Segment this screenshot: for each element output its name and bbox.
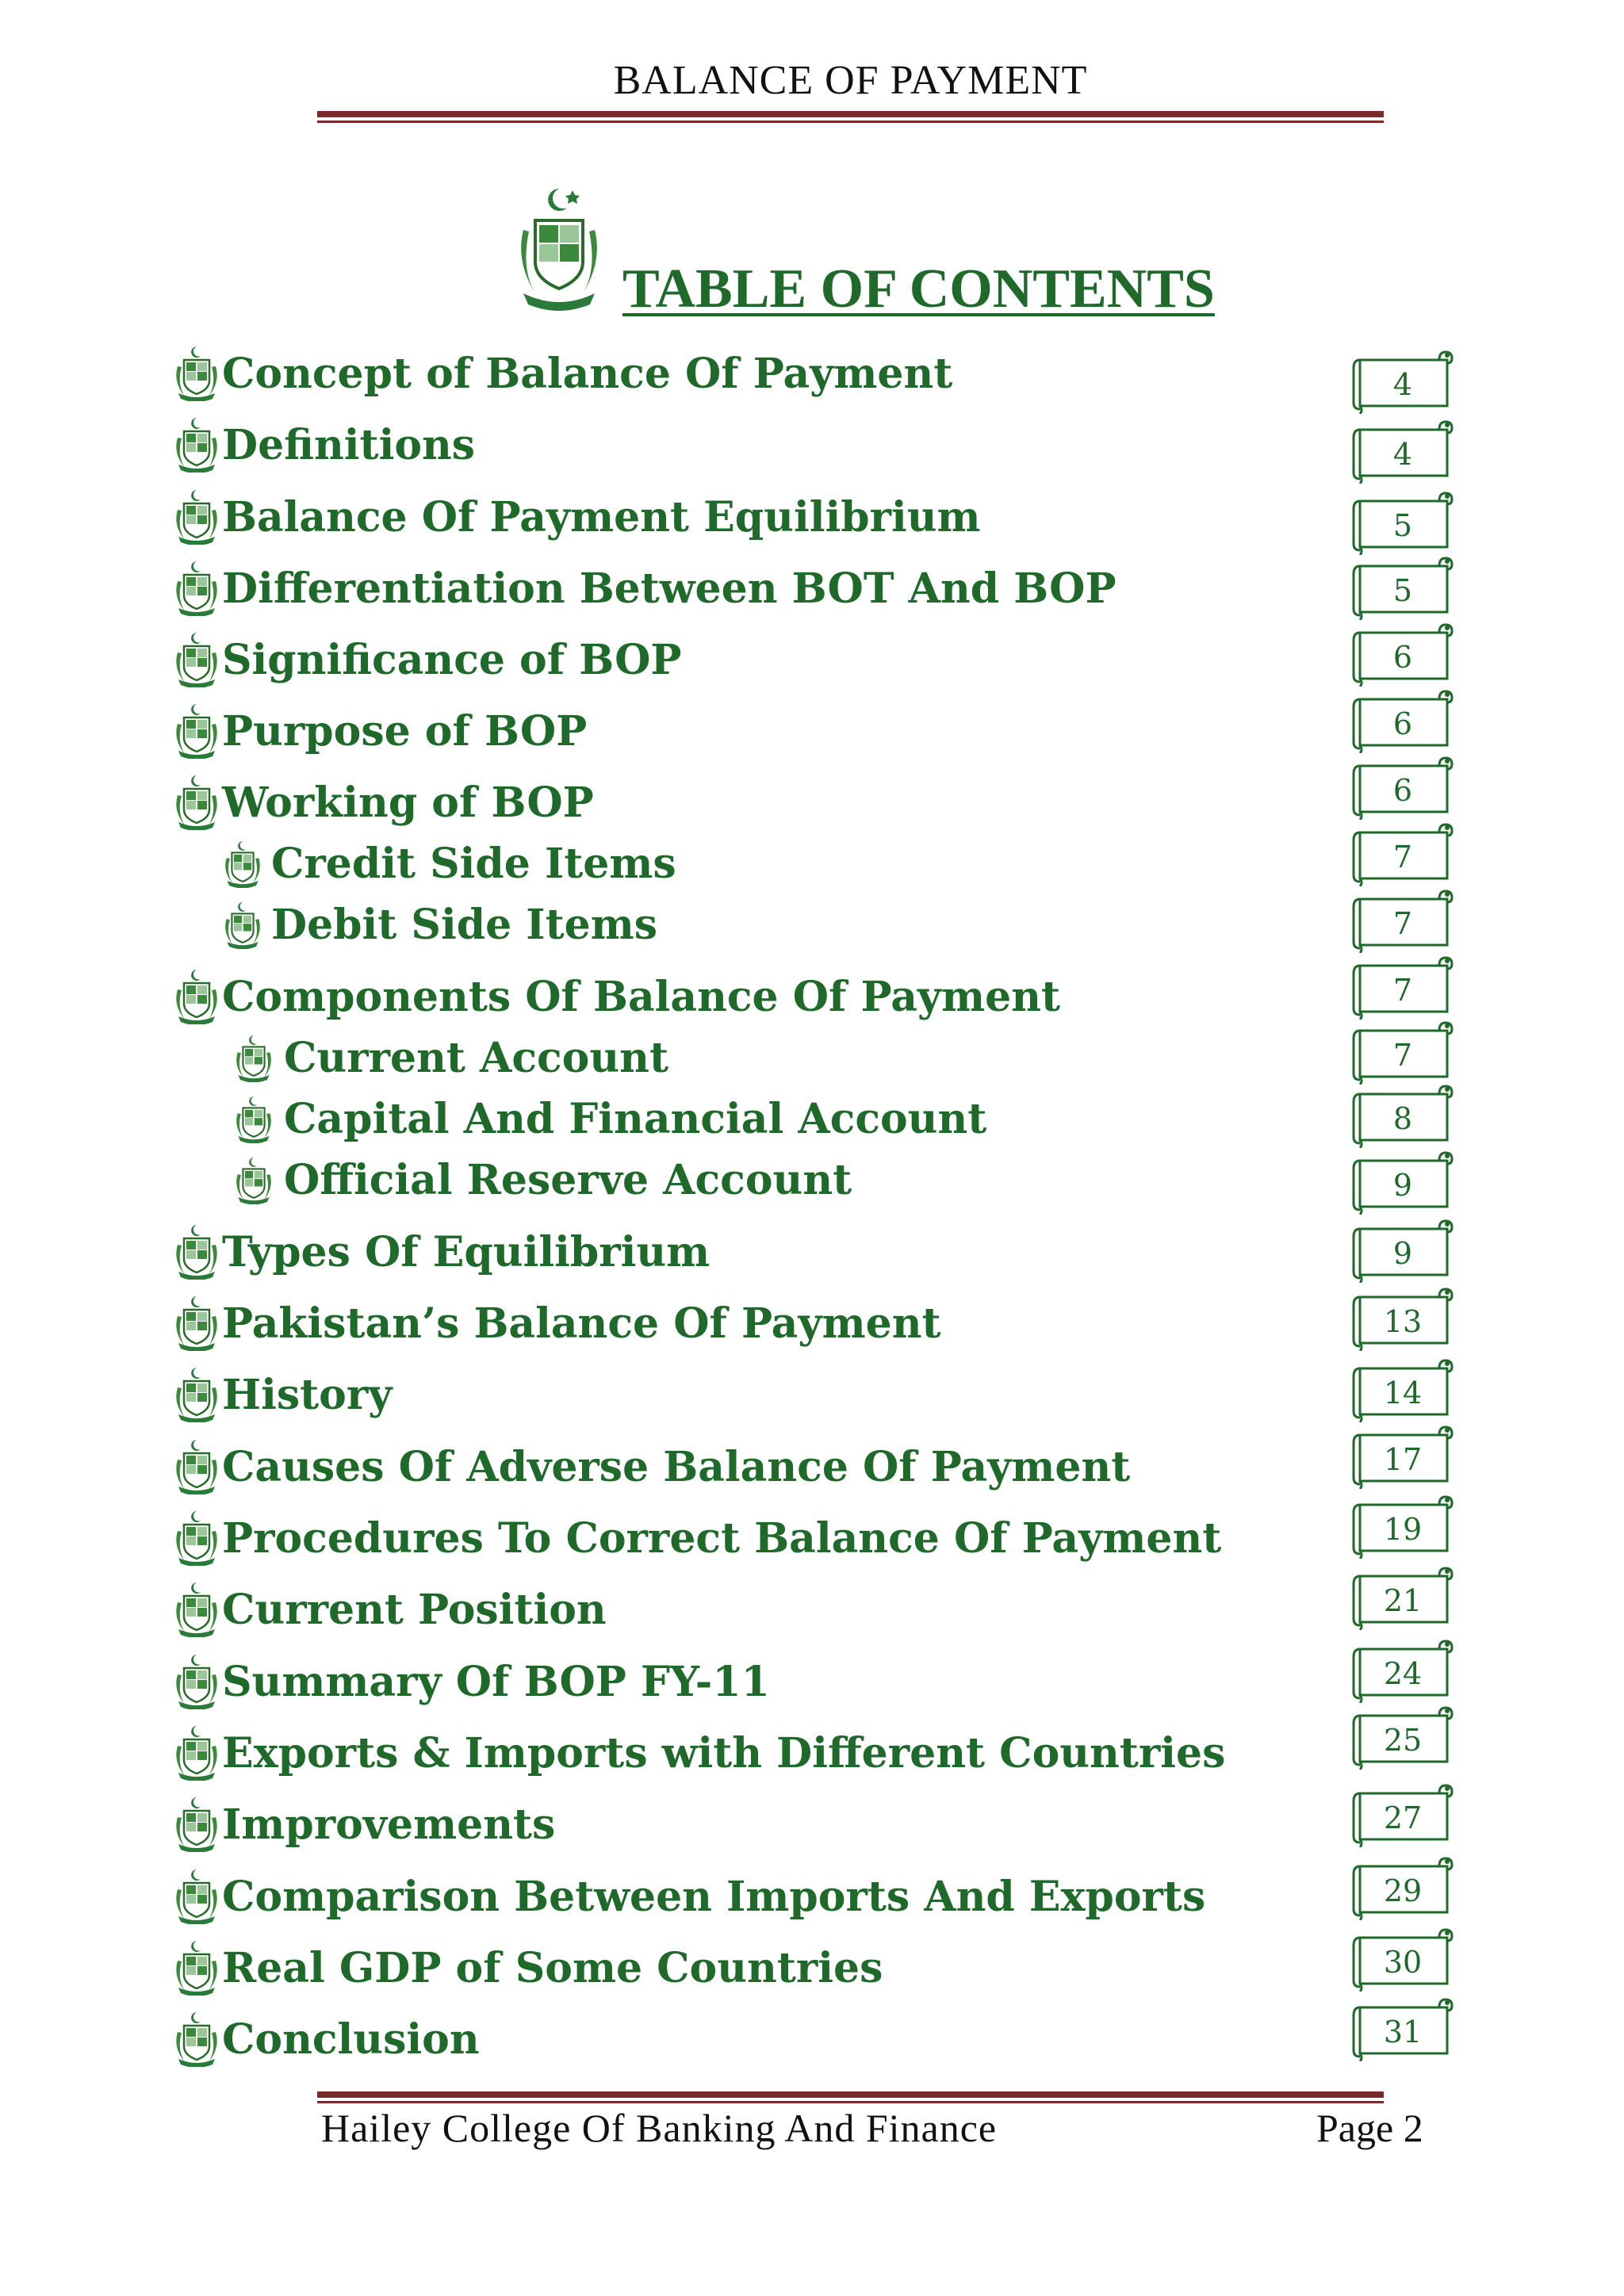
toc-entry-page: 7 <box>1392 906 1413 941</box>
emblem-bullet-icon <box>232 1094 276 1143</box>
toc-entry-page: 17 <box>1383 1442 1423 1477</box>
toc-entry-page: 8 <box>1392 1101 1413 1136</box>
toc-entry-label: Official Reserve Account <box>284 1156 852 1204</box>
emblem-bullet-icon <box>170 630 223 687</box>
toc-entry-label: Pakistan’s Balance Of Payment <box>222 1299 941 1348</box>
toc-entry-label: Improvements <box>222 1800 556 1849</box>
toc-entry-page: 31 <box>1383 2015 1423 2049</box>
page-number-scroll <box>1350 1424 1455 1489</box>
emblem-bullet-icon <box>170 773 223 830</box>
toc-entry-label: Significance of BOP <box>222 636 682 684</box>
page-number-scroll <box>1350 688 1455 753</box>
toc-entry-label: Capital And Financial Account <box>284 1095 987 1143</box>
emblem-bullet-icon <box>170 702 223 759</box>
page-number-scroll <box>1350 888 1455 953</box>
emblem-bullet-icon <box>220 839 265 888</box>
toc-entry-label: Real GDP of Some Countries <box>222 1944 883 1992</box>
page-number-scroll <box>1350 1782 1455 1847</box>
toc-entry-page: 19 <box>1383 1512 1423 1547</box>
emblem-bullet-icon <box>170 1223 223 1280</box>
emblem-bullet-icon <box>170 2010 223 2067</box>
toc-entry-label: Working of BOP <box>222 779 594 827</box>
toc-entry-page: 7 <box>1392 840 1413 874</box>
toc-entry-label: Current Position <box>222 1586 607 1634</box>
emblem-bullet-icon <box>170 1652 223 1709</box>
emblem-bullet-icon <box>170 488 223 545</box>
page-number-scroll <box>1350 1357 1455 1422</box>
toc-entry-label: Definitions <box>222 421 476 469</box>
toc-entry-page: 5 <box>1392 573 1413 608</box>
emblem-bullet-icon <box>170 1938 223 1996</box>
toc-entry-page: 30 <box>1383 1945 1423 1980</box>
page-number-scroll <box>1350 1927 1455 1992</box>
page-number-scroll <box>1350 1996 1455 2061</box>
toc-entry-page: 9 <box>1392 1168 1413 1203</box>
state-emblem-icon <box>508 182 611 313</box>
toc-heading: TABLE OF CONTENTS <box>622 258 1215 320</box>
toc-entry-page: 6 <box>1392 773 1413 808</box>
emblem-bullet-icon <box>170 1580 223 1637</box>
page-number-scroll <box>1350 955 1455 1020</box>
page-number-scroll <box>1350 490 1455 555</box>
emblem-bullet-icon <box>170 967 223 1024</box>
toc-entry-label: Purpose of BOP <box>222 707 588 756</box>
toc-entry-label: Current Account <box>284 1034 668 1082</box>
emblem-bullet-icon <box>170 1509 223 1566</box>
toc-entry-label: Exports & Imports with Different Countries <box>222 1729 1226 1777</box>
toc-entry-label: Summary Of BOP FY-11 <box>222 1658 770 1706</box>
toc-entry-label: Comparison Between Imports And Exports <box>222 1873 1206 1921</box>
emblem-bullet-icon <box>170 1867 223 1924</box>
toc-entry-label: Procedures To Correct Balance Of Payment <box>222 1514 1222 1563</box>
page-number-scroll <box>1350 755 1455 820</box>
toc-entry-page: 4 <box>1392 367 1413 402</box>
emblem-bullet-icon <box>170 559 223 616</box>
page-number-scroll <box>1350 1638 1455 1703</box>
toc-entry-label: Credit Side Items <box>271 840 676 888</box>
footer-page-number: Page 2 <box>1316 2106 1423 2150</box>
page-number-scroll <box>1350 1494 1455 1559</box>
toc-entry-page: 14 <box>1383 1376 1423 1410</box>
header-rule <box>317 111 1384 123</box>
footer-college-name: Hailey College Of Banking And Finance <box>321 2106 998 2150</box>
page-number-scroll <box>1350 1286 1455 1351</box>
toc-entry-label: History <box>222 1371 393 1419</box>
toc-entry-page: 13 <box>1383 1304 1423 1339</box>
emblem-bullet-icon <box>170 1724 223 1781</box>
page-number-scroll <box>1350 1855 1455 1920</box>
page-number-scroll <box>1350 419 1455 484</box>
toc-entry-page: 27 <box>1383 1800 1423 1835</box>
page-number-scroll <box>1350 1020 1455 1085</box>
emblem-bullet-icon <box>170 1294 223 1351</box>
emblem-bullet-icon <box>232 1155 276 1204</box>
toc-entry-label: Balance Of Payment Equilibrium <box>222 493 981 541</box>
page-number-scroll <box>1350 1150 1455 1215</box>
page-number-scroll <box>1350 1083 1455 1148</box>
page-number-scroll <box>1350 1565 1455 1630</box>
toc-entry-page: 7 <box>1392 973 1413 1008</box>
toc-entry-label: Differentiation Between BOT And BOP <box>222 564 1116 613</box>
toc-entry-page: 4 <box>1392 437 1413 472</box>
toc-entry-page: 6 <box>1392 706 1413 741</box>
emblem-bullet-icon <box>170 344 223 401</box>
page-number-scroll <box>1350 622 1455 687</box>
toc-entry-label: Concept of Balance Of Payment <box>222 350 953 398</box>
footer-rule <box>317 2091 1384 2103</box>
page-number-scroll <box>1350 821 1455 886</box>
page-number-scroll <box>1350 1218 1455 1283</box>
emblem-bullet-icon <box>170 1437 223 1494</box>
toc-entry-page: 24 <box>1383 1656 1423 1691</box>
toc-entry-page: 29 <box>1383 1873 1423 1908</box>
toc-entry-label: Components Of Balance Of Payment <box>222 973 1061 1021</box>
emblem-bullet-icon <box>220 900 265 949</box>
toc-entry-page: 6 <box>1392 640 1413 675</box>
toc-entry-page: 7 <box>1392 1038 1413 1073</box>
toc-entry-label: Types Of Equilibrium <box>222 1228 710 1276</box>
page-header-title: BALANCE OF PAYMENT <box>613 58 1088 103</box>
toc-entry-page: 21 <box>1383 1583 1423 1618</box>
toc-entry-label: Causes Of Adverse Balance Of Payment <box>222 1443 1131 1491</box>
emblem-bullet-icon <box>170 1365 223 1422</box>
page-number-scroll <box>1350 349 1455 414</box>
page-number-scroll <box>1350 1705 1455 1770</box>
toc-entry-page: 9 <box>1392 1236 1413 1271</box>
toc-entry-page: 25 <box>1383 1723 1423 1758</box>
toc-entry-label: Debit Side Items <box>271 901 657 949</box>
emblem-bullet-icon <box>170 1795 223 1852</box>
emblem-bullet-icon <box>232 1033 276 1082</box>
toc-entry-label: Conclusion <box>222 2015 480 2064</box>
emblem-bullet-icon <box>170 415 223 473</box>
page-number-scroll <box>1350 555 1455 620</box>
toc-entry-page: 5 <box>1392 508 1413 543</box>
